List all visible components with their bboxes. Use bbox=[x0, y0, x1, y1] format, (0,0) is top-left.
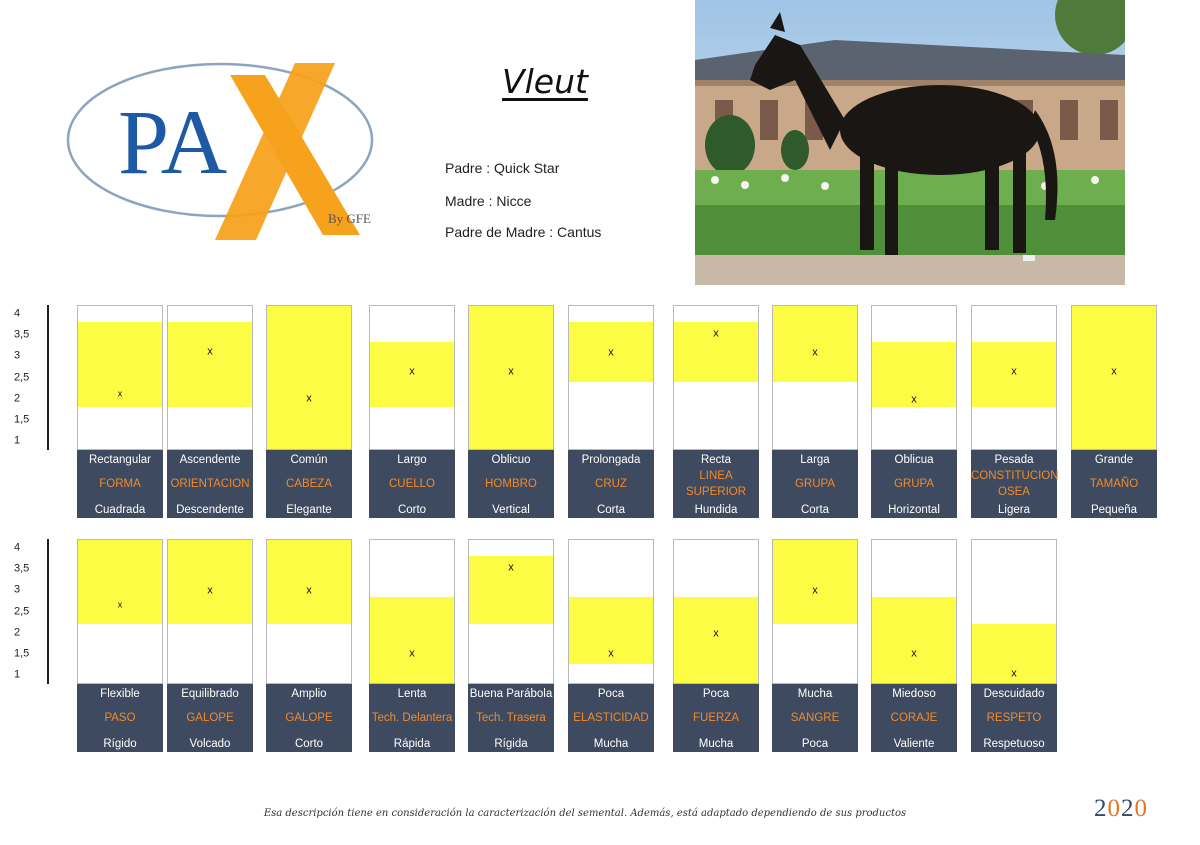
trait-value-mark: x bbox=[812, 584, 818, 597]
trait-value-mark: x bbox=[117, 388, 123, 399]
trait-top-label: Descuidado bbox=[983, 688, 1045, 700]
trait-category-label: CABEZA bbox=[285, 478, 332, 490]
trait-bottom-label: Vertical bbox=[492, 504, 530, 516]
trait-label-box bbox=[1071, 450, 1157, 518]
trait-bottom-label: Descendente bbox=[176, 504, 244, 516]
trait-value-mark: x bbox=[306, 584, 312, 597]
trait-bottom-label: Rígido bbox=[103, 738, 137, 750]
year-digit: 0 bbox=[1107, 795, 1121, 822]
trait-top-label: Prolongada bbox=[581, 454, 641, 466]
trait-value-mark: x bbox=[1011, 667, 1017, 680]
trait-value-mark: x bbox=[1111, 365, 1117, 378]
trait-bar bbox=[871, 539, 957, 684]
trait-label-box bbox=[266, 450, 352, 518]
trait-bar bbox=[468, 539, 554, 684]
y-tick-label: 4 bbox=[14, 307, 21, 320]
trait-bottom-label: Elegante bbox=[286, 504, 332, 516]
trait-top-label: Oblicua bbox=[894, 454, 934, 466]
trait-value-mark: x bbox=[306, 392, 312, 405]
trait-top-label: Ascendente bbox=[179, 454, 241, 466]
trait-value-mark: x bbox=[812, 346, 818, 359]
trait-bar bbox=[772, 539, 858, 684]
trait-bar bbox=[77, 305, 163, 450]
horse-name-title: Vleut bbox=[502, 62, 588, 101]
trait-range-band bbox=[773, 306, 857, 382]
trait-bottom-label: Hundida bbox=[694, 504, 738, 516]
trait-top-label: Miedoso bbox=[892, 688, 936, 700]
trait-range-band bbox=[267, 306, 351, 449]
trait-top-label: Lenta bbox=[397, 688, 427, 700]
trait-top-label: Largo bbox=[397, 454, 427, 466]
trait-category-label: ORIENTACION bbox=[170, 478, 250, 490]
trait-category-label: CONSTITUCION bbox=[971, 470, 1059, 482]
trait-top-label: Pesada bbox=[994, 454, 1034, 466]
year-badge bbox=[1094, 795, 1148, 823]
trait-bottom-label: Respetuoso bbox=[983, 738, 1045, 750]
trait-category-label: FUERZA bbox=[693, 712, 739, 724]
trait-label-box bbox=[871, 450, 957, 518]
trait-bottom-label: Poca bbox=[801, 738, 829, 750]
trait-top-label: Amplio bbox=[291, 688, 327, 700]
trait-label-box bbox=[673, 684, 759, 752]
y-tick-label: 2 bbox=[14, 626, 21, 639]
trait-value-mark: x bbox=[911, 393, 917, 405]
trait-label-box bbox=[772, 684, 858, 752]
trait-category-label: CORAJE bbox=[890, 712, 938, 724]
trait-top-label: Equilibrado bbox=[181, 688, 239, 700]
trait-bar bbox=[568, 539, 654, 684]
trait-top-label: Flexible bbox=[100, 688, 140, 700]
y-tick-label: 4 bbox=[14, 541, 21, 554]
trait-bar bbox=[77, 539, 163, 684]
pax-logo bbox=[60, 55, 405, 245]
trait-bottom-label: Mucha bbox=[593, 738, 629, 750]
logo-tagline: By GFE bbox=[328, 211, 371, 226]
trait-bar bbox=[673, 539, 759, 684]
trait-bar bbox=[369, 305, 455, 450]
trait-label-box bbox=[673, 450, 759, 518]
trait-range-band bbox=[773, 540, 857, 624]
trait-range-band bbox=[78, 540, 162, 624]
trait-category-label: Tech. Delantera bbox=[371, 712, 453, 724]
trait-value-mark: x bbox=[608, 346, 614, 359]
trait-category-label: Tech. Trasera bbox=[476, 712, 546, 724]
trait-top-label: Oblicuo bbox=[491, 454, 531, 466]
trait-top-label: Recta bbox=[700, 454, 732, 466]
trait-top-label: Mucha bbox=[797, 688, 833, 700]
trait-value-mark: x bbox=[713, 627, 719, 639]
trait-bar bbox=[971, 539, 1057, 684]
trait-range-band bbox=[872, 597, 956, 683]
trait-bar bbox=[673, 305, 759, 450]
trait-category-label: GALOPE bbox=[285, 712, 333, 724]
trait-bar bbox=[266, 539, 352, 684]
y-tick-label: 2 bbox=[14, 392, 21, 405]
footer-note: Esa descripción tiene en consideración la caracterización del semental. Además, está adaptado dependiendo de sus productos bbox=[263, 808, 907, 819]
trait-category-label: RESPETO bbox=[986, 712, 1042, 724]
trait-bottom-label: Pequeña bbox=[1090, 504, 1138, 516]
trait-label-box bbox=[871, 684, 957, 752]
trait-value-mark: x bbox=[207, 584, 213, 597]
trait-chart-movement bbox=[0, 539, 1200, 759]
trait-value-mark: x bbox=[117, 599, 123, 610]
trait-category-label: HOMBRO bbox=[485, 478, 537, 490]
trait-top-label: Buena Parábola bbox=[469, 688, 553, 700]
trait-top-label: Larga bbox=[800, 454, 830, 466]
trait-value-mark: x bbox=[508, 561, 514, 574]
trait-bar bbox=[266, 305, 352, 450]
trait-value-mark: x bbox=[409, 647, 415, 660]
trait-range-band bbox=[370, 597, 454, 683]
trait-bar bbox=[369, 539, 455, 684]
trait-category-label: FORMA bbox=[99, 478, 141, 490]
trait-bottom-label: Valiente bbox=[893, 738, 935, 750]
trait-label-box bbox=[369, 684, 455, 752]
trait-range-band bbox=[168, 540, 252, 624]
year-digit: 2 bbox=[1121, 795, 1135, 822]
y-tick-label: 2,5 bbox=[14, 371, 30, 383]
pedigree-dam-sire: Padre de Madre : Cantus bbox=[445, 224, 602, 240]
trait-bottom-label: Corta bbox=[800, 504, 830, 516]
trait-value-mark: x bbox=[508, 365, 514, 378]
y-tick-label: 3,5 bbox=[14, 328, 30, 341]
trait-category-label: SANGRE bbox=[790, 712, 840, 724]
y-tick-label: 3,5 bbox=[14, 562, 30, 575]
trait-category-label: TAMAÑO bbox=[1089, 478, 1139, 490]
trait-bottom-label: Corta bbox=[596, 504, 626, 516]
trait-label-box bbox=[971, 450, 1057, 518]
trait-label-box bbox=[568, 684, 654, 752]
trait-value-mark: x bbox=[713, 327, 719, 340]
trait-category-label: OSEA bbox=[998, 486, 1030, 498]
y-scale-line bbox=[47, 305, 49, 450]
trait-top-label: Poca bbox=[597, 688, 625, 700]
trait-value-mark: x bbox=[608, 647, 614, 660]
y-tick-label: 1 bbox=[14, 434, 21, 447]
trait-category-label: PASO bbox=[104, 712, 136, 724]
trait-bar bbox=[871, 305, 957, 450]
y-tick-label: 1,5 bbox=[14, 647, 30, 660]
trait-bar bbox=[468, 305, 554, 450]
trait-label-box bbox=[167, 450, 253, 518]
trait-bottom-label: Mucha bbox=[698, 738, 734, 750]
trait-range-band bbox=[267, 540, 351, 624]
trait-chart-conformation bbox=[0, 305, 1200, 525]
trait-label-box bbox=[468, 450, 554, 518]
pedigree-dam: Madre : Nicce bbox=[445, 193, 532, 209]
trait-category-label: GRUPA bbox=[794, 478, 836, 490]
trait-label-box bbox=[369, 450, 455, 518]
trait-category-label: LINEA bbox=[699, 470, 733, 482]
trait-top-label: Rectangular bbox=[88, 454, 151, 466]
trait-bottom-label: Horizontal bbox=[888, 504, 940, 516]
trait-bottom-label: Volcado bbox=[189, 738, 231, 750]
trait-label-box bbox=[77, 450, 163, 518]
year-digit: 0 bbox=[1134, 795, 1148, 822]
trait-top-label: Poca bbox=[702, 688, 730, 700]
horse-photo bbox=[695, 0, 1125, 285]
trait-category-label: ELASTICIDAD bbox=[573, 712, 649, 724]
trait-value-mark: x bbox=[911, 647, 917, 660]
trait-bottom-label: Rígida bbox=[494, 738, 528, 750]
trait-bar bbox=[167, 305, 253, 450]
trait-label-box bbox=[77, 684, 163, 752]
trait-bar bbox=[772, 305, 858, 450]
y-tick-label: 3 bbox=[14, 349, 21, 362]
trait-range-band bbox=[168, 322, 252, 407]
trait-value-mark: x bbox=[207, 345, 213, 358]
trait-label-box bbox=[971, 684, 1057, 752]
trait-bottom-label: Cuadrada bbox=[94, 504, 146, 516]
trait-bottom-label: Corto bbox=[294, 738, 324, 750]
trait-label-box bbox=[167, 684, 253, 752]
logo-letters-pa: PA bbox=[118, 91, 228, 193]
trait-label-box bbox=[468, 684, 554, 752]
pedigree-sire: Padre : Quick Star bbox=[445, 160, 560, 176]
trait-label-box bbox=[772, 450, 858, 518]
trait-top-label: Grande bbox=[1094, 454, 1134, 466]
trait-bar bbox=[568, 305, 654, 450]
trait-label-box bbox=[266, 684, 352, 752]
trait-bar bbox=[971, 305, 1057, 450]
trait-value-mark: x bbox=[1011, 365, 1017, 378]
trait-bar bbox=[1071, 305, 1157, 450]
trait-bottom-label: Corto bbox=[397, 504, 427, 516]
trait-range-band bbox=[674, 597, 758, 683]
y-tick-label: 3 bbox=[14, 583, 21, 596]
trait-category-label: CRUZ bbox=[595, 478, 627, 490]
trait-bottom-label: Ligera bbox=[998, 504, 1030, 516]
trait-label-box bbox=[568, 450, 654, 518]
trait-category-label: CUELLO bbox=[388, 478, 436, 490]
y-tick-label: 2,5 bbox=[14, 605, 30, 617]
trait-bar bbox=[167, 539, 253, 684]
trait-bottom-label: Rápida bbox=[393, 738, 431, 750]
y-tick-label: 1 bbox=[14, 668, 21, 681]
trait-value-mark: x bbox=[409, 365, 415, 378]
y-scale-line bbox=[47, 539, 49, 684]
y-tick-label: 1,5 bbox=[14, 413, 30, 426]
year-digit: 2 bbox=[1094, 795, 1108, 822]
trait-category-label: SUPERIOR bbox=[685, 486, 747, 498]
trait-category-label: GRUPA bbox=[893, 478, 935, 490]
trait-category-label: GALOPE bbox=[186, 712, 234, 724]
trait-top-label: Común bbox=[290, 454, 328, 466]
